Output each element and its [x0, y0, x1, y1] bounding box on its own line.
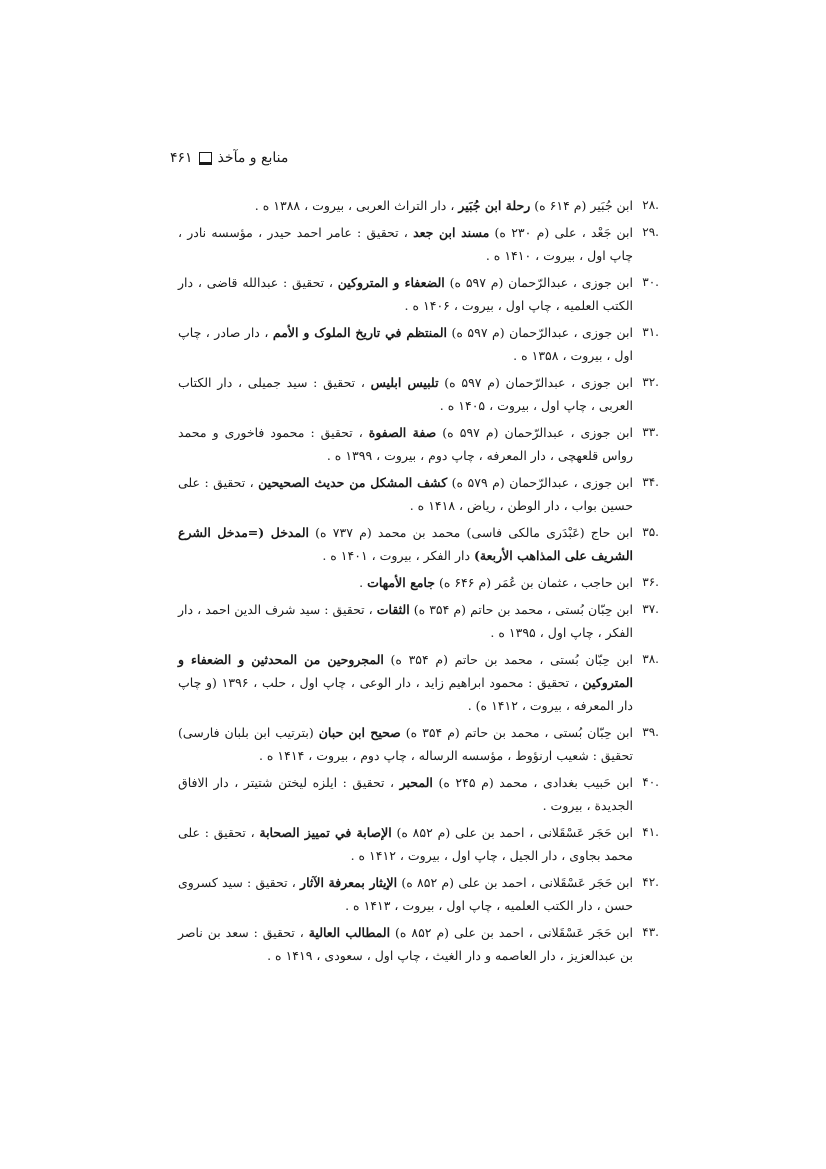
- reference-author: ابن جُبَیر (م ۶۱۴ ه): [530, 198, 633, 213]
- reference-text: [178, 598, 633, 644]
- reference-book-title: جامع الأمهات: [367, 575, 435, 590]
- reference-author: ابن حِبّان بُستی ، محمد بن حاتم (م ۳۵۴ ه): [383, 652, 634, 667]
- reference-book-title: صفة الصفوة: [368, 425, 437, 440]
- reference-publication: ، تحقیق : علی محمد بجاوی ، دار الجیل ، چاپ اول ، بیروت ، ۱۴۱۲ ه .: [178, 825, 633, 863]
- reference-author: ابن حَجَر عَسْقَلانی ، احمد بن علی (م ۸۵۲ ه): [391, 825, 633, 840]
- reference-item: [178, 771, 659, 817]
- reference-publication: ، تحقیق : محمود فاخوری و محمد رواس قلعهچی ، دار المعرفه ، چاپ دوم ، بیروت ، ۱۳۹۹ ه .: [178, 425, 633, 463]
- reference-publication: (بترتیب ابن بلبان فارسی) تحقیق : شعیب ارنؤوط ، مؤسسه الرساله ، چاپ دوم ، بیروت ، ۱۴۱۴ ه .: [178, 725, 633, 763]
- reference-number: ۳۳.: [642, 425, 659, 439]
- reference-number: ۴۰.: [642, 775, 659, 789]
- reference-number: ۴۲.: [642, 875, 659, 889]
- reference-book-title: الإیثار بمعرفة الآثار: [300, 875, 398, 890]
- reference-item: [178, 571, 659, 594]
- reference-text: [178, 821, 633, 867]
- reference-book-title: رحلة ابن جُبَیر: [458, 198, 531, 213]
- page-number: ۴۶۱: [170, 150, 193, 166]
- reference-author: ابن جوزی ، عبدالرّحمان (م ۵۹۷ ه): [447, 325, 633, 340]
- reference-item: [178, 194, 659, 217]
- reference-author: ابن حاجب ، عثمان بن عُمَر (م ۶۴۶ ه): [434, 575, 633, 590]
- reference-number: ۴۳.: [642, 925, 659, 939]
- reference-text: [178, 271, 633, 317]
- reference-book-title: المجروحین من المحدثین و الضعفاء و المتروکین: [178, 652, 633, 690]
- reference-publication: ، تحقیق : عامر احمد حیدر ، مؤسسه نادر ، چاپ اول ، بیروت ، ۱۴۱۰ ه .: [178, 225, 633, 263]
- reference-publication: ، تحقیق : سید کسروی حسن ، دار الکتب العلمیه ، چاپ اول ، بیروت ، ۱۴۱۳ ه .: [178, 875, 633, 913]
- reference-number: ۲۸.: [642, 198, 659, 212]
- reference-item: [178, 821, 659, 867]
- reference-book-title: الضعفاء و المتروکین: [337, 275, 445, 290]
- reference-book-title: صحیح ابن حبان: [318, 725, 401, 740]
- reference-item: [178, 471, 659, 517]
- reference-number: ۳۰.: [642, 275, 659, 289]
- reference-author: ابن جوزی ، عبدالرّحمان (م ۵۹۷ ه): [438, 375, 634, 390]
- reference-book-title: الإصابة في تمییز الصحابة: [259, 825, 392, 840]
- reference-author: ابن جوزی ، عبدالرّحمان (م ۵۹۷ ه): [444, 275, 634, 290]
- reference-text: [178, 721, 633, 767]
- reference-publication: .: [359, 575, 368, 590]
- reference-publication: ، تحقیق : علی حسین بواب ، دار الوطن ، ریاض ، ۱۴۱۸ ه .: [178, 475, 633, 513]
- reference-author: ابن حِبّان بُستی ، محمد بن حاتم (م ۳۵۴ ه): [409, 602, 634, 617]
- reference-publication: ، دار صادر ، چاپ اول ، بیروت ، ۱۳۵۸ ه .: [178, 325, 633, 363]
- reference-text: [178, 471, 633, 517]
- reference-author: ابن جوزی ، عبدالرّحمان (م ۵۷۹ ه): [447, 475, 633, 490]
- reference-book-title: المحبر: [399, 775, 433, 790]
- reference-book-title: تلبیس ابلیس: [370, 375, 439, 390]
- reference-number: ۳۷.: [642, 602, 659, 616]
- reference-list: [178, 194, 659, 971]
- reference-number: ۳۵.: [642, 525, 659, 539]
- reference-number: ۳۸.: [642, 652, 659, 666]
- reference-number: ۳۱.: [642, 325, 659, 339]
- reference-text: [178, 521, 633, 567]
- reference-text: [178, 871, 633, 917]
- reference-number: ۳۶.: [642, 575, 659, 589]
- reference-publication: ، تحقیق : عبدالله قاضی ، دار الکتب العلمیه ، چاپ اول ، بیروت ، ۱۴۰۶ ه .: [178, 275, 633, 313]
- page-header: [170, 150, 288, 166]
- reference-author: ابن حَجَر عَسْقَلانی ، احمد بن علی (م ۸۵۲ ه): [390, 925, 633, 940]
- reference-item: [178, 721, 659, 767]
- reference-text: [178, 321, 633, 367]
- reference-author: ابن جَعْد ، علی (م ۲۳۰ ه): [489, 225, 634, 240]
- reference-book-title: مسند ابن جعد: [413, 225, 490, 240]
- reference-item: [178, 421, 659, 467]
- reference-author: ابن حَجَر عَسْقَلانی ، احمد بن علی (م ۸۵۲ ه): [397, 875, 633, 890]
- reference-number: ۳۴.: [642, 475, 659, 489]
- reference-book-title: المنتظم في تاریخ الملوک و الأمم: [272, 325, 448, 340]
- reference-item: [178, 871, 659, 917]
- reference-text: [178, 921, 633, 967]
- reference-text: [178, 194, 633, 217]
- reference-item: [178, 921, 659, 967]
- reference-number: ۳۹.: [642, 725, 659, 739]
- reference-author: ابن جوزی ، عبدالرّحمان (م ۵۹۷ ه): [436, 425, 633, 440]
- reference-item: [178, 321, 659, 367]
- reference-item: [178, 221, 659, 267]
- reference-book-title: المدخل (=مدخل الشرع الشریف علی المذاهب الأربعة): [178, 525, 633, 563]
- reference-text: [178, 571, 633, 594]
- reference-text: [178, 648, 633, 717]
- reference-publication: ، تحقیق : سید شرف الدین احمد ، دار الفکر ، چاپ اول ، ۱۳۹۵ ه .: [178, 602, 633, 640]
- reference-book-title: کشف المشکل من حدیث الصحیحین: [258, 475, 448, 490]
- reference-author: ابن حِبّان بُستی ، محمد بن حاتم (م ۳۵۴ ه): [400, 725, 634, 740]
- reference-publication: دار الفکر ، بیروت ، ۱۴۰۱ ه .: [322, 548, 474, 563]
- reference-item: [178, 521, 659, 567]
- reference-book-title: المطالب العالیة: [308, 925, 391, 940]
- reference-book-title: الثقات: [376, 602, 410, 617]
- page-title: منابع و مآخذ: [217, 150, 289, 166]
- reference-author: ابن حَبیب بغدادی ، محمد (م ۲۴۵ ه): [432, 775, 633, 790]
- reference-text: [178, 371, 633, 417]
- reference-number: ۲۹.: [642, 225, 659, 239]
- reference-publication: ، تحقیق : محمود ابراهیم زاید ، دار الوعی ، چاپ اول ، حلب ، ۱۳۹۶ (و چاپ دار المعرفه ، بیروت ، ۱۴۱۲ ه) .: [178, 675, 633, 713]
- reference-number: ۴۱.: [642, 825, 659, 839]
- reference-publication: ، تحقیق : سعد بن ناصر بن عبدالعزیز ، دار العاصمه و دار الغیث ، چاپ اول ، سعودی ، ۱۴۱۹ ه .: [178, 925, 633, 963]
- reference-text: [178, 221, 633, 267]
- reference-publication: ، دار التراث العربی ، بیروت ، ۱۳۸۸ ه .: [254, 198, 459, 213]
- reference-item: [178, 648, 659, 717]
- book-square-icon: [199, 152, 212, 165]
- reference-text: [178, 771, 633, 817]
- reference-author: ابن حاج (عَبْدَری مالکی فاسی) محمد بن محمد (م ۷۳۷ ه): [309, 525, 633, 540]
- reference-publication: ، تحقیق : سید جمیلی ، دار الکتاب العربی ، چاپ اول ، بیروت ، ۱۴۰۵ ه .: [178, 375, 633, 413]
- reference-text: [178, 421, 633, 467]
- reference-number: ۳۲.: [642, 375, 659, 389]
- reference-item: [178, 598, 659, 644]
- reference-publication: ، تحقیق : ایلزه لیختن شتیتر ، دار الافاق الجدیدة ، بیروت .: [178, 775, 633, 813]
- reference-item: [178, 371, 659, 417]
- reference-item: [178, 271, 659, 317]
